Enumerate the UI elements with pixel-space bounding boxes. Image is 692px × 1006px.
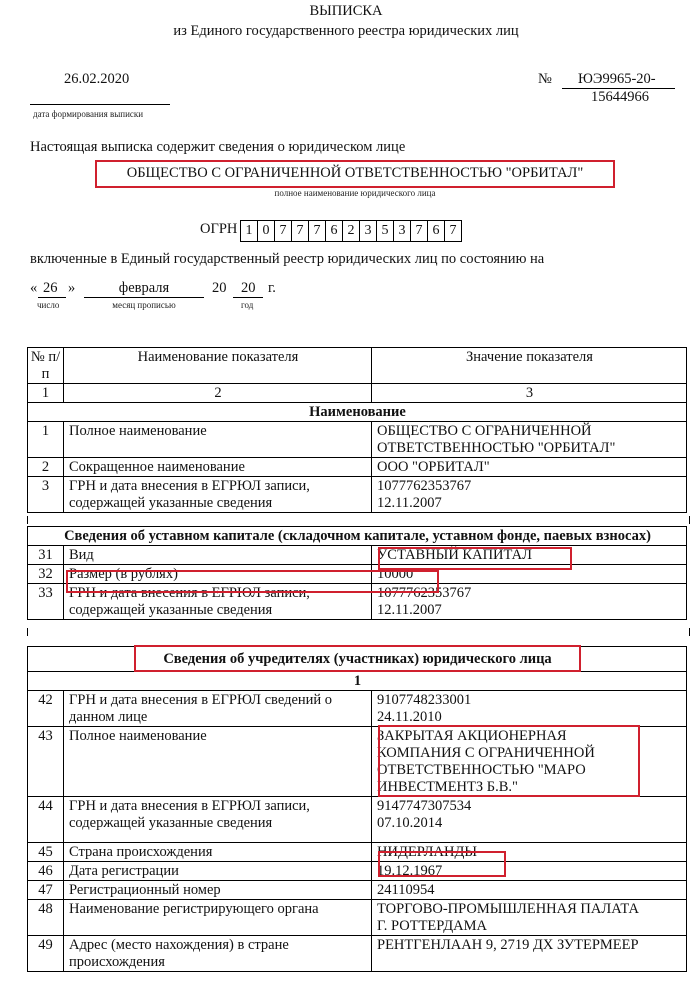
table-row: [28, 843, 687, 862]
row-value: ТОРГОВО-ПРОМЫШЛЕННАЯ ПАЛАТА Г. РОТТЕРДАМА: [372, 900, 687, 936]
month-caption: месяц прописью: [112, 300, 176, 310]
row-label: Полное наименование: [64, 727, 372, 797]
row-value: УСТАВНЫЙ КАПИТАЛ: [372, 546, 687, 565]
ogrn-label: ОГРН: [200, 221, 238, 237]
ogrn-digit: 7: [291, 220, 309, 242]
row-label: ГРН и дата внесения в ЕГРЮЛ сведений о данном лице: [64, 691, 372, 727]
cut-fragment: [27, 628, 690, 636]
grn-value: 9147747307534: [377, 798, 472, 814]
ogrn-digit: 0: [257, 220, 275, 242]
table-row: [28, 477, 687, 513]
issue-date-caption: дата формирования выписки: [33, 109, 144, 119]
row-number: 49: [28, 936, 64, 972]
row-number: 32: [28, 565, 64, 584]
day-close-quote: »: [68, 280, 76, 296]
section-header-row: [28, 527, 687, 546]
highlight-founders-title: [134, 645, 581, 672]
row-value: НИДЕРЛАНДЫ: [372, 843, 687, 862]
ogrn-cells: [241, 220, 462, 242]
ogrn-digit: 7: [444, 220, 462, 242]
row-label: ГРН и дата внесения в ЕГРЮЛ записи, содержащей указанные сведения: [64, 584, 372, 620]
row-label: Страна происхождения: [64, 843, 372, 862]
ogrn-digit: 3: [393, 220, 411, 242]
issue-date: 26.02.2020: [64, 71, 130, 87]
row-label: ГРН и дата внесения в ЕГРЮЛ записи, содержащей указанные сведения: [64, 797, 372, 843]
included-text: включенные в Единый государственный реестр юридических лиц по состоянию на: [30, 251, 545, 267]
extract-number-line1: ЮЭ9965-20-: [578, 71, 656, 87]
row-value: РЕНТГЕНЛААН 9, 2719 ДХ ЗУТЕРМЕЕР: [372, 936, 687, 972]
ogrn-digit: 6: [325, 220, 343, 242]
row-value: 19.12.1967: [372, 862, 687, 881]
grn-value: 1077762353767: [377, 585, 472, 601]
table-row: [28, 546, 687, 565]
extract-table-founders: [27, 646, 687, 972]
table-row: [28, 691, 687, 727]
doc-title: ВЫПИСКА: [309, 3, 383, 19]
table-numbering-row: [28, 384, 687, 403]
ogrn-digit: 1: [240, 220, 258, 242]
grn-date: 12.11.2007: [377, 495, 442, 511]
col-header-name: Наименование показателя: [64, 348, 372, 384]
grn-date: 24.11.2010: [377, 709, 442, 725]
table-row: [28, 900, 687, 936]
section-title-name: Наименование: [28, 403, 687, 422]
ogrn-digit: 7: [308, 220, 326, 242]
year-suffix: г.: [268, 280, 276, 296]
grn-date: 12.11.2007: [377, 602, 442, 618]
row-label: Регистрационный номер: [64, 881, 372, 900]
day-caption: число: [37, 300, 60, 310]
highlight-capital-type: [378, 547, 572, 570]
row-value: ЗАКРЫТАЯ АКЦИОНЕРНАЯ КОМПАНИЯ С ОГРАНИЧЕННОЙ ОТВЕТСТВЕННОСТЬЮ "МАРО ИНВЕСТМЕНТЗ Б.В.": [372, 727, 687, 797]
row-number: 43: [28, 727, 64, 797]
row-number: 42: [28, 691, 64, 727]
row-number: 48: [28, 900, 64, 936]
grn-date: 07.10.2014: [377, 815, 443, 831]
highlight-founder-country: [378, 851, 506, 877]
row-number: 33: [28, 584, 64, 620]
row-value: ОБЩЕСТВО С ОГРАНИЧЕННОЙ ОТВЕТСТВЕННОСТЬЮ "ОРБИТАЛ": [372, 422, 687, 458]
row-value: 24110954: [372, 881, 687, 900]
row-label: Полное наименование: [64, 422, 372, 458]
extract-number-line2: 15644966: [591, 89, 649, 105]
day-value: 26: [43, 280, 58, 296]
row-value: [372, 797, 687, 843]
row-label: Вид: [64, 546, 372, 565]
number-sign: №: [538, 71, 552, 87]
row-number: 31: [28, 546, 64, 565]
section-header-row: [28, 403, 687, 422]
subsection-row: [28, 672, 687, 691]
entity-name-caption: полное наименование юридического лица: [274, 188, 436, 198]
row-value: ООО "ОРБИТАЛ": [372, 458, 687, 477]
table-header-row: [28, 348, 687, 384]
table-row: [28, 881, 687, 900]
entity-full-name: ОБЩЕСТВО С ОГРАНИЧЕННОЙ ОТВЕТСТВЕННОСТЬЮ "ОРБИТАЛ": [126, 165, 584, 181]
section-title-founders: Сведения об учредителях (участниках) юридического лица: [28, 647, 687, 672]
ogrn-digit: 3: [359, 220, 377, 242]
year-value: 20: [241, 280, 256, 296]
grn-value: 1077762353767: [377, 478, 472, 494]
ogrn-digit: 5: [376, 220, 394, 242]
row-label: Размер (в рублях): [64, 565, 372, 584]
highlight-entity-name: [95, 160, 615, 188]
day-open-quote: «: [30, 280, 38, 296]
row-number: 45: [28, 843, 64, 862]
number-underline: [562, 88, 675, 89]
table-row: [28, 422, 687, 458]
highlight-capital-size: [66, 570, 439, 593]
col-number-1: 1: [28, 384, 64, 403]
row-number: 46: [28, 862, 64, 881]
row-label: Адрес (место нахождения) в стране происхождения: [64, 936, 372, 972]
row-number: 2: [28, 458, 64, 477]
month-underline: [84, 297, 204, 298]
intro-text: Настоящая выписка содержит сведения о юридическом лице: [30, 139, 406, 155]
row-number: 3: [28, 477, 64, 513]
row-value: 10000: [372, 565, 687, 584]
year-caption: год: [241, 300, 254, 310]
year-underline: [233, 297, 263, 298]
table-row: [28, 862, 687, 881]
doc-subtitle: из Единого государственного реестра юридических лиц: [173, 23, 519, 39]
col-header-value: Значение показателя: [372, 348, 687, 384]
date-underline: [30, 104, 170, 105]
table-row: [28, 797, 687, 843]
ogrn-digit: 2: [342, 220, 360, 242]
year-prefix: 20: [212, 280, 227, 296]
col-number-3: 3: [372, 384, 687, 403]
col-number-2: 2: [64, 384, 372, 403]
table-row: [28, 458, 687, 477]
section-title-capital: Сведения об уставном капитале (складочном капитале, уставном фонде, паевых взносах): [28, 527, 687, 546]
col-header-num: № п/п: [28, 348, 64, 384]
grn-value: 9107748233001: [377, 692, 472, 708]
row-label: Дата регистрации: [64, 862, 372, 881]
founder-index: 1: [28, 672, 687, 691]
ogrn-digit: 6: [427, 220, 445, 242]
row-value: [372, 477, 687, 513]
month-value: февраля: [118, 280, 170, 296]
row-label: Наименование регистрирующего органа: [64, 900, 372, 936]
row-number: 1: [28, 422, 64, 458]
ogrn-digit: 7: [410, 220, 428, 242]
day-underline: [38, 297, 66, 298]
ogrn-digit: 7: [274, 220, 292, 242]
cut-fragment: [27, 516, 690, 524]
table-row: [28, 936, 687, 972]
highlight-founder-name: [378, 725, 640, 797]
row-label: Сокращенное наименование: [64, 458, 372, 477]
row-number: 47: [28, 881, 64, 900]
row-label: ГРН и дата внесения в ЕГРЮЛ записи, содержащей указанные сведения: [64, 477, 372, 513]
extract-table-top: [27, 347, 687, 513]
row-value: [372, 691, 687, 727]
row-number: 44: [28, 797, 64, 843]
